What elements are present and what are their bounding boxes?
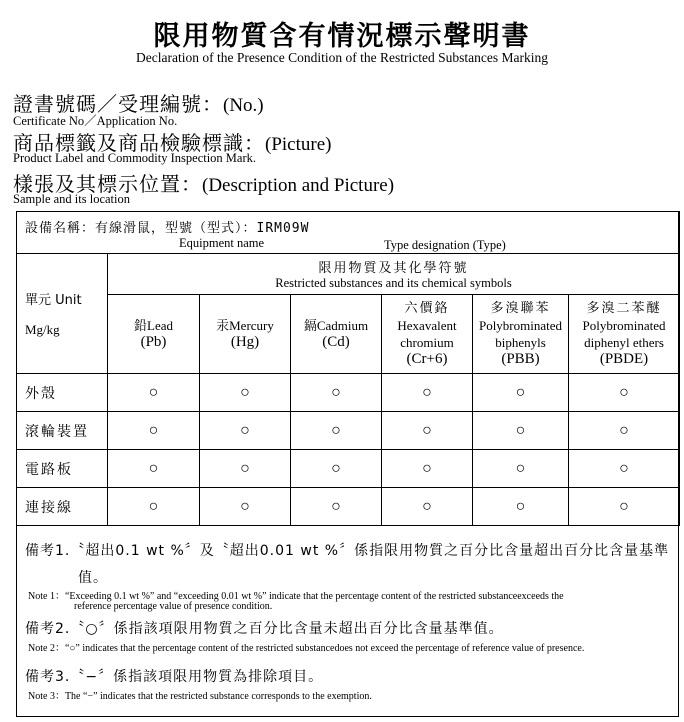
substance-name: 汞Mercury: [216, 318, 274, 333]
presence-mark: ○: [569, 412, 680, 450]
substance-symbol: (Pb): [140, 334, 167, 350]
presence-mark: ○: [569, 488, 680, 526]
note-3-en: Note 3：The “−” indicates that the restricted substance corresponds to the exemption.: [28, 691, 372, 702]
product-label-label: 商品標籤及商品檢驗標識：: [13, 131, 265, 155]
presence-mark: ○: [200, 450, 291, 488]
part-name: 滾輪裝置: [17, 412, 108, 450]
substance-symbol: (PBB): [501, 351, 540, 367]
presence-mark: ○: [108, 412, 200, 450]
certificate-no-value-hint: (No.): [223, 95, 264, 116]
part-name: 電路板: [17, 450, 108, 488]
equipment-name-english: Equipment name: [179, 236, 265, 250]
note-1-en-continued: reference percentage value of presence condition.: [74, 601, 273, 612]
sample-location-hint: (Description and Picture): [202, 175, 395, 196]
presence-mark: ○: [569, 374, 680, 412]
substance-symbol: (Cd): [322, 334, 350, 350]
presence-mark: ○: [569, 450, 680, 488]
product-label-english: Product Label and Commodity Inspection Mark.: [13, 151, 257, 165]
table-row: [17, 374, 680, 412]
presence-mark: ○: [200, 488, 291, 526]
table-row: [17, 450, 680, 488]
presence-mark: ○: [291, 488, 382, 526]
presence-mark: ○: [291, 450, 382, 488]
presence-mark: ○: [108, 374, 200, 412]
note-2-en: Note 2：“○” indicates that the percentage content of the restricted substancedoes not exceed the percentage of reference value of presence.: [28, 643, 585, 654]
unit-measure: Mg/kg: [25, 322, 60, 337]
presence-mark: ○: [473, 374, 569, 412]
note-2-zh: 備考2.〝○〞係指該項限用物質之百分比含量未超出百分比含量基準值。: [25, 621, 504, 637]
presence-mark: ○: [200, 374, 291, 412]
sample-location-label: 樣張及其標示位置：: [13, 172, 202, 196]
part-name: 連接線: [17, 488, 108, 526]
substance-name-zh: 六價鉻: [404, 301, 450, 316]
substance-name: Hexavalent chromium: [397, 318, 457, 350]
presence-mark: ○: [291, 374, 382, 412]
substance-header: [108, 295, 200, 374]
note-1-zh: 備考1.〝超出0.1 wt %〞及〝超出0.01 wt %〞係指限用物質之百分比含量超出百分比含量基準: [25, 543, 670, 559]
equipment-cell: [17, 212, 680, 254]
certificate-no-english: Certificate No／Application No.: [13, 114, 178, 128]
presence-mark: ○: [382, 412, 473, 450]
presence-mark: ○: [473, 412, 569, 450]
table-row: [17, 412, 680, 450]
part-name: 外殼: [17, 374, 108, 412]
restricted-substances-table: [16, 211, 680, 526]
substance-header: [291, 295, 382, 374]
type-designation-english: Type designation (Type): [384, 238, 506, 252]
presence-mark: ○: [108, 450, 200, 488]
substance-header: [382, 295, 473, 374]
substance-name: 鎘Cadmium: [303, 318, 369, 333]
document-subtitle: Declaration of the Presence Condition of the Restricted Substances Marking: [135, 50, 548, 65]
restricted-substances-header: [108, 254, 680, 295]
equipment-line: 設備名稱：有線滑鼠，型號（型式）：IRM09W: [25, 221, 310, 236]
substance-name-zh: 多溴二苯醚: [586, 301, 662, 316]
note-3-zh: 備考3.〝−〞係指該項限用物質為排除項目。: [25, 669, 324, 685]
restricted-substances-en: Restricted substances and its chemical symbols: [275, 276, 512, 290]
note-1-zh-continued: 值。: [78, 570, 108, 586]
note-1-en: Note 1：“Exceeding 0.1 wt %” and “exceeding 0.01 wt %” indicate that the percentage content of the restricted substanceexceeds the: [28, 591, 564, 602]
substance-header: [200, 295, 291, 374]
product-label-hint: (Picture): [265, 134, 332, 155]
substance-name: Polybrominated diphenyl ethers: [582, 318, 666, 350]
unit-label: 單元 Unit: [25, 293, 82, 308]
sample-location-english: Sample and its location: [13, 192, 130, 206]
presence-mark: ○: [382, 488, 473, 526]
substance-name: Polybrominated biphenyls: [478, 318, 563, 350]
certificate-no-label: 證書號碼／受理編號：: [13, 92, 223, 116]
presence-mark: ○: [291, 412, 382, 450]
substance-symbol: (PBDE): [599, 351, 649, 367]
unit-header: [17, 254, 108, 374]
substance-name-zh: 多溴聯苯: [490, 301, 551, 316]
restricted-substances-zh: 限用物質及其化學符號: [318, 261, 469, 276]
presence-mark: ○: [200, 412, 291, 450]
substance-symbol: (Cr+6): [406, 351, 448, 367]
document-title: 限用物質含有情況標示聲明書: [153, 21, 531, 52]
presence-mark: ○: [473, 488, 569, 526]
presence-mark: ○: [382, 374, 473, 412]
presence-mark: ○: [473, 450, 569, 488]
table-row: [17, 488, 680, 526]
substance-header: [473, 295, 569, 374]
substance-header: [569, 295, 680, 374]
presence-mark: ○: [108, 488, 200, 526]
presence-mark: ○: [382, 450, 473, 488]
substance-symbol: (Hg): [230, 334, 260, 350]
substance-name: 鉛Lead: [134, 318, 173, 333]
